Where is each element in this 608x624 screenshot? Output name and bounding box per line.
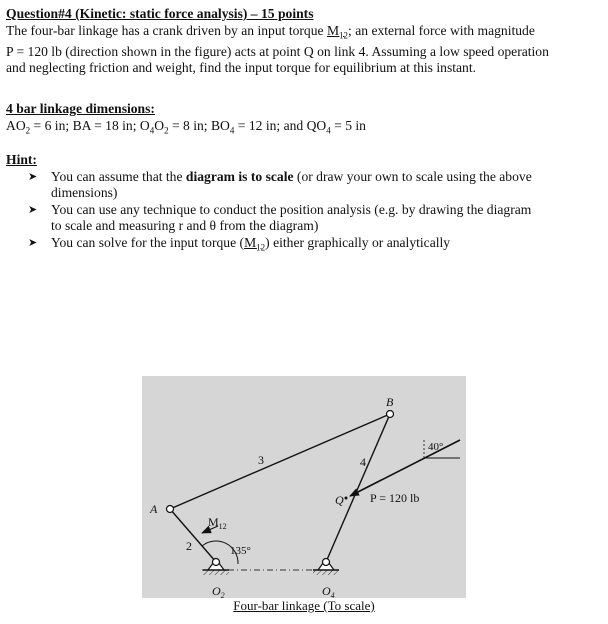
dimensions-heading: 4 bar linkage dimensions: — [6, 101, 155, 116]
label-o2: $O_2$ — [212, 584, 225, 600]
dimensions-section — [6, 101, 602, 139]
label-a: A — [150, 502, 158, 516]
hint-item: ➤ You can use any technique to conduct the position analysis (e.g. by drawing the diagram to scale and measuring r and θ from the diagram) — [28, 201, 532, 233]
label-link-3: 3 — [258, 453, 264, 467]
label-link-2: 2 — [186, 539, 192, 553]
question-body-line-3: and neglecting friction and weight, find the input torque for equilibrium at this instant. — [6, 60, 477, 76]
input-torque-symbol: $M_{12}$ — [244, 234, 266, 253]
label-q: Q — [335, 493, 344, 507]
figure-caption: Four-bar linkage (To scale) — [233, 598, 375, 613]
label-force-p: P = 120 lb — [370, 491, 420, 505]
label-o4: $O_4$ — [322, 584, 335, 600]
joint-b — [387, 411, 394, 418]
question-title: Question#4 (Kinetic: static force analysis) – 15 points — [6, 6, 314, 21]
four-bar-linkage-figure — [142, 376, 466, 608]
joint-a — [167, 506, 174, 513]
label-torque: $M_{12}$ — [208, 515, 227, 531]
hint-item: ➤ You can solve for the input torque $(M_{12})$ either graphically or analytically — [28, 234, 451, 253]
figure-background — [142, 376, 466, 598]
label-b: B — [386, 395, 394, 409]
question-body-line-1: The four-bar linkage has a crank driven by an input torque $M_{12}$; an external force with magnitude — [6, 22, 535, 41]
point-q — [345, 497, 348, 500]
dimensions-values: $AO_2 = 6$ in; BA = 18 in; $O_4O_2 = 8$ in; $BO_4 = 12$ in; and $QO_4 = 5$ in — [6, 117, 366, 136]
label-link-4: 4 — [360, 455, 366, 469]
linkage-diagram — [142, 376, 466, 608]
label-angle-135: 135° — [230, 545, 251, 557]
hint-item: ➤ You can assume that the diagram is to scale (or draw your own to scale using the above dimensions) — [28, 168, 532, 200]
question-section — [6, 6, 602, 77]
question-body-line-2: P = 120 lb (direction shown in the figure) acts at point Q on link 4. Assuming a low speed operation — [6, 43, 549, 59]
bullet-arrow-icon: ➤ — [28, 203, 38, 216]
hints-section — [6, 152, 602, 256]
bullet-arrow-icon: ➤ — [28, 170, 38, 183]
label-angle-40: 40° — [428, 441, 444, 453]
input-torque-symbol: $M_{12}$ — [326, 22, 349, 41]
hints-heading: Hint: — [6, 152, 37, 167]
hints-list — [6, 169, 602, 256]
bullet-arrow-icon: ➤ — [28, 236, 38, 249]
